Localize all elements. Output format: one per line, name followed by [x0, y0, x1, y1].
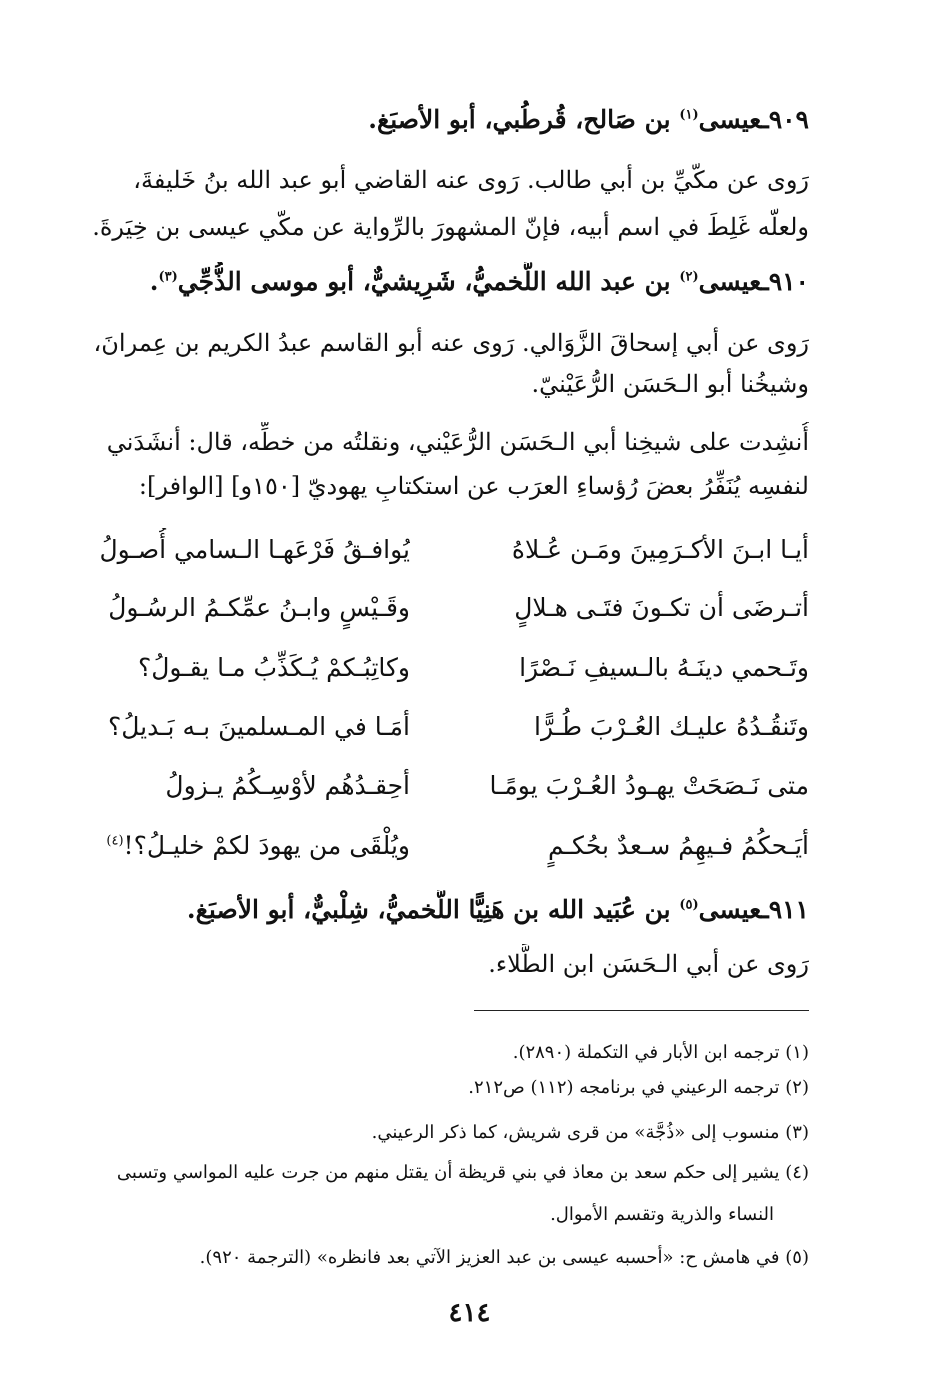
poem-verse: [80, 824, 809, 868]
verse-first-hemistich: متى نَـصَحَتْ يهـودُ العُـرْبَ يومًـا: [489, 771, 809, 800]
entry-910-heading: [60, 262, 809, 302]
verse-first-hemistich: أيـا ابـنَ الأكـرَمِينَ ومَـن عُـلاهُ: [511, 535, 809, 564]
verse-text: ويُلْقَى من يهودَ لكمْ خليـلُ؟!: [123, 831, 410, 860]
footnote-1: (١) ترجمه ابن الأبار في التكملة (٢٨٩٠).: [512, 1042, 809, 1063]
entry-rest: بن عبد الله اللَّخميُّ، شَرِيشيٌّ، أبو موسى الذُّجِّي: [177, 267, 671, 296]
entry-rest: بن صَالح، قُرطُبي، أبو الأصبَغ.: [368, 105, 671, 134]
verse-first-hemistich: وتَنقُـدُهُ عليـك العُـرْبَ طُـرًّا: [534, 712, 809, 741]
entry-rest: بن عُبَيد الله بن هَنِيًّا اللَّخميُّ، شِلْبيٌّ، أبو الأصبَغ.: [186, 895, 671, 924]
footnote-ref: (٥): [679, 897, 699, 913]
footnote-separator: [474, 1010, 809, 1011]
verse-second-hemistich: وكاتِبُـكمْ يُـكَذِّبُ مـا يقـولُ؟: [137, 653, 410, 682]
verse-second-hemistich: وقَـيْسٍ وابـنُ عمِّكـمُ الرسُـولُ: [108, 593, 410, 622]
entry-909-body-line-2: ولعلّه غَلِطَ في اسم أبيه، فإنّ المشهورَ بالرِّواية عن مكّي عيسى بن خِيَرةَ.: [92, 213, 809, 241]
entry-name: عيسى: [698, 895, 762, 924]
footnote-ref: (٣): [158, 269, 178, 285]
footnote-2: (٢) ترجمه الرعيني في برنامجه (١١٢) ص٢١٢.: [468, 1077, 809, 1098]
entry-910-body-line-2: وشيخُنا أبو الـحَسَن الرُّعَيْنيّ.: [531, 370, 809, 398]
verse-first-hemistich: وتَـحمي دينَـهُ بالـسيفِ نَـصْرًا: [519, 653, 809, 682]
verse-second-hemistich: أحِقـدُهُم لأوْسِـكُمُ يـزولُ: [165, 771, 410, 800]
entry-911-body-line-1: رَوى عن أبي الـحَسَن ابن الطَّلاء.: [488, 950, 809, 978]
entry-number: ٩٠٩ـ: [761, 105, 809, 134]
poem-verse: [80, 646, 809, 690]
verse-second-hemistich: أمَـا في المـسلمينَ بـه بَـديلُ؟: [107, 712, 410, 741]
entry-tail: .: [149, 267, 159, 296]
entry-909-heading: [60, 100, 809, 140]
entry-number: ٩١١ـ: [761, 895, 809, 924]
poem-verse: [80, 586, 809, 630]
verse-first-hemistich: أيَـحكُمُ فـيهِمُ سـعدٌ بحُكـمٍ: [548, 831, 809, 860]
footnote-3: (٣) منسوب إلى «ذُجَّة» من قرى شريش، كما ذكر الرعيني.: [371, 1122, 809, 1143]
poem-verse: [80, 528, 809, 572]
footnote-5: (٥) في هامش ح: «أحسبه عيسى بن عبد العزيز الآتي بعد فانظره» (الترجمة ٩٢٠).: [199, 1247, 809, 1268]
footnote-ref: (٤): [106, 833, 124, 849]
entry-name: عيسى: [698, 105, 762, 134]
entry-909-body-line-1: رَوى عن مكّيِّ بن أبي طالب. رَوى عنه القاضي أبو عبد الله بنُ خَليفةَ،: [133, 166, 809, 194]
poem-verse: [80, 705, 809, 749]
page-number: ٤١٤: [448, 1298, 491, 1328]
entry-910-body-line-4: لنفسِه يُنَفِّرُ بعضَ رُؤساءِ العرَب عن استكتابِ يهوديّ [١٥٠و] [الوافر]:: [138, 472, 809, 500]
verse-second-hemistich: يُوافـقُ فَرْعَهـا الـسامي أُصـولُ: [99, 535, 410, 564]
footnote-4: (٤) يشير إلى حكم سعد بن معاذ في بني قريظة أن يقتل منهم من جرت عليه المواسي وتسبى: [116, 1162, 809, 1183]
entry-910-body-line-3: أُنشِدت على شيخِنا أبي الـحَسَن الرُّعَيْني، ونقلتُه من خطِّه، قال: أنشَدَني: [106, 428, 809, 456]
verse-second-hemistich: [80, 824, 410, 868]
entry-name: عيسى: [698, 267, 762, 296]
footnote-ref: (٢): [679, 269, 699, 285]
entry-number: ٩١٠ـ: [761, 267, 809, 296]
verse-first-hemistich: أتـرضَى أن تكـونَ فتَـى هـلالٍ: [514, 593, 809, 622]
footnote-ref: (١): [679, 107, 699, 123]
footnote-4-continuation: النساء والذرية وتقسم الأموال.: [550, 1204, 774, 1225]
entry-910-body-line-1: رَوى عن أبي إسحاقَ الزَّوَالي. رَوى عنه أبو القاسم عبدُ الكريم بن عِمرانَ،: [93, 329, 809, 357]
poem-verse: [80, 764, 809, 808]
entry-911-heading: [60, 890, 809, 930]
